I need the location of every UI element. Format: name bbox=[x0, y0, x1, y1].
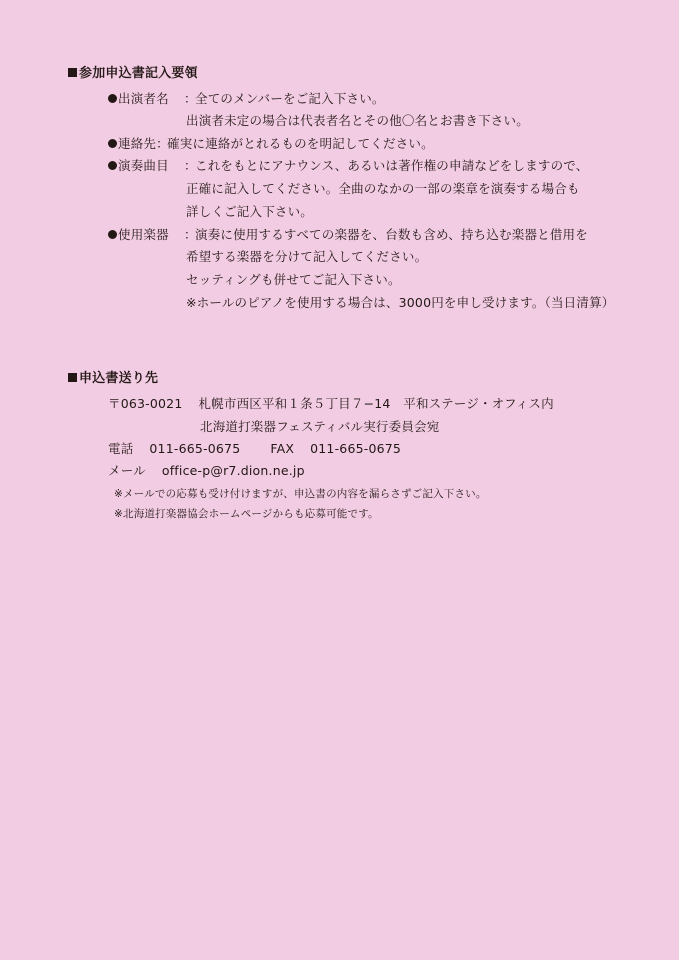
item-label: 出演者名 bbox=[118, 91, 169, 106]
circle-bullet-icon bbox=[108, 161, 117, 170]
section-heading-send-to: 申込書送り先 bbox=[68, 371, 158, 387]
item-text: 希望する楽器を分けて記入してください。 bbox=[186, 249, 428, 264]
square-bullet-icon bbox=[68, 373, 77, 382]
item-text: 確実に連絡がとれるものを明記してください。 bbox=[167, 136, 434, 151]
fax-label: FAX bbox=[270, 441, 295, 456]
item-text: 演奏に使用するすべての楽器を、台数も含め、持ち込む楽器と借用を bbox=[195, 227, 588, 242]
note-email-application: ※メールでの応募も受け付けますが、申込書の内容を漏らさずご記入下さい。 bbox=[114, 488, 487, 500]
tel-label: 電話 bbox=[108, 441, 134, 456]
note-homepage-application: ※北海道打楽器協会ホームページからも応募可能です。 bbox=[114, 508, 379, 520]
item-text: 詳しくご記入下さい。 bbox=[186, 204, 314, 219]
item-contact: 連絡先：確実に連絡がとれるものを明記してください。 bbox=[108, 136, 434, 152]
circle-bullet-icon bbox=[108, 139, 117, 148]
circle-bullet-icon bbox=[108, 230, 117, 239]
item-label: 演奏曲目 bbox=[118, 158, 169, 173]
item-text: 出演者未定の場合は代表者名とその他〇名とお書き下さい。 bbox=[186, 113, 529, 128]
section-heading-guidelines: 参加申込書記入要領 bbox=[68, 66, 198, 82]
item-text-piano-note: ※ホールのピアノを使用する場合は、3000円を申し受けます。（当日清算） bbox=[186, 295, 615, 310]
fax-number: 011-665-0675 bbox=[310, 441, 402, 456]
postal-code: 〒063-0021 bbox=[108, 396, 183, 411]
tel-number: 011-665-0675 bbox=[149, 441, 241, 456]
address-line bbox=[108, 396, 554, 412]
recipient-name: 北海道打楽器フェスティバル実行委員会宛 bbox=[200, 419, 440, 434]
item-label: 連絡先 bbox=[118, 136, 157, 151]
item-program: 演奏曲目 ：これをもとにアナウンス、あるいは著作権の申請などをしますので、 bbox=[108, 158, 588, 174]
circle-bullet-icon bbox=[108, 94, 117, 103]
mail-line bbox=[108, 463, 305, 479]
item-text: セッティングも併せてご記入下さい。 bbox=[186, 272, 401, 287]
item-performer-names: 出演者名 ：全てのメンバーをご記入下さい。 bbox=[108, 91, 385, 107]
phone-fax-line bbox=[108, 441, 401, 457]
item-label: 使用楽器 bbox=[118, 227, 169, 242]
item-text: 全てのメンバーをご記入下さい。 bbox=[195, 91, 385, 106]
square-bullet-icon bbox=[68, 68, 77, 77]
item-text: 正確に記入してください。全曲のなかの一部の楽章を演奏する場合も bbox=[186, 181, 580, 196]
mail-label: メール bbox=[108, 463, 146, 478]
mail-address[interactable]: office-p@r7.dion.ne.jp bbox=[161, 463, 305, 478]
item-instruments: 使用楽器 ：演奏に使用するすべての楽器を、台数も含め、持ち込む楽器と借用を bbox=[108, 227, 588, 243]
item-text: これをもとにアナウンス、あるいは著作権の申請などをしますので、 bbox=[195, 158, 589, 173]
street-address: 札幌市西区平和１条５丁目７−14 平和ステージ・オフィス内 bbox=[198, 396, 554, 411]
